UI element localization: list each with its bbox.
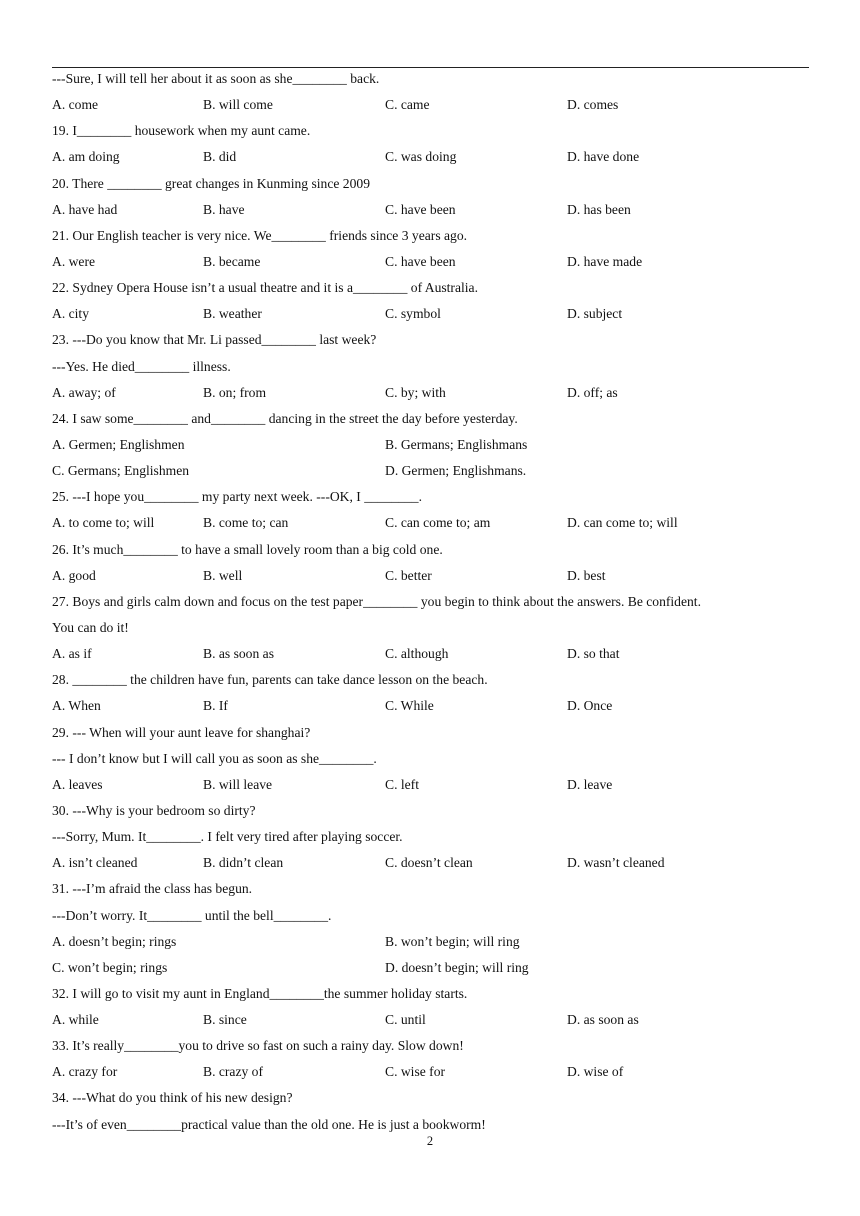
question-line: 32. I will go to visit my aunt in England________the summer holiday starts.	[52, 985, 468, 1001]
answer-option: B. have	[203, 201, 245, 217]
answer-options-row	[52, 147, 812, 173]
answer-option: C. until	[385, 1012, 426, 1028]
question-line: --- I don’t know but I will call you as soon as she________.	[52, 750, 377, 766]
question-line: ---Sorry, Mum. It________. I felt very tired after playing soccer.	[52, 829, 403, 845]
answer-option: A. were	[52, 253, 96, 269]
answer-option: D. wasn’t cleaned	[567, 855, 665, 871]
answer-option: D. have done	[567, 149, 640, 165]
answer-option: D. best	[567, 567, 606, 583]
answer-option: B. Germans; Englishmans	[385, 436, 528, 452]
question-line: 33. It’s really________you to drive so fast on such a rainy day. Slow down!	[52, 1038, 464, 1054]
answer-option: C. wise for	[385, 1064, 446, 1080]
question-line: 25. ---I hope you________ my party next week. ---OK, I ________.	[52, 489, 422, 505]
answer-options-row	[52, 383, 812, 409]
answer-option: C. better	[385, 567, 432, 583]
question-line: 20. There ________ great changes in Kunming since 2009	[52, 175, 370, 191]
answer-option: C. doesn’t clean	[385, 855, 473, 871]
answer-option: B. won’t begin; will ring	[385, 933, 520, 949]
answer-option: D. has been	[567, 201, 631, 217]
answer-option: A. leaves	[52, 776, 103, 792]
answer-option: D. subject	[567, 306, 623, 322]
question-line: 21. Our English teacher is very nice. We________ friends since 3 years ago.	[52, 227, 468, 243]
answer-option: B. will leave	[203, 776, 273, 792]
answer-option: C. have been	[385, 201, 456, 217]
answer-option: C. Germans; Englishmen	[52, 463, 190, 479]
answer-option: A. good	[52, 567, 96, 583]
answer-options-row	[52, 1062, 812, 1088]
question-line: 30. ---Why is your bedroom so dirty?	[52, 802, 256, 818]
answer-options-row	[52, 566, 812, 592]
answer-option: D. off; as	[567, 384, 618, 400]
answer-option: B. If	[203, 698, 228, 714]
answer-option: B. will come	[203, 97, 273, 113]
answer-options-row	[52, 853, 812, 879]
answer-options-row	[52, 435, 812, 461]
answer-options-row	[52, 304, 812, 330]
answer-option: B. weather	[203, 306, 262, 322]
answer-option: D. Once	[567, 698, 613, 714]
answer-option: D. leave	[567, 776, 613, 792]
answer-options-row	[52, 200, 812, 226]
answer-option: C. won’t begin; rings	[52, 959, 168, 975]
answer-option: A. city	[52, 306, 89, 322]
answer-options-row	[52, 932, 812, 958]
answer-option: D. wise of	[567, 1064, 624, 1080]
question-line: 26. It’s much________ to have a small lovely room than a big cold one.	[52, 541, 443, 557]
answer-option: A. am doing	[52, 149, 120, 165]
answer-option: D. comes	[567, 97, 619, 113]
answer-option: B. come to; can	[203, 515, 289, 531]
answer-option: D. Germen; Englishmans.	[385, 463, 527, 479]
answer-options-row	[52, 461, 812, 487]
question-line: 34. ---What do you think of his new design?	[52, 1090, 293, 1106]
answer-option: A. When	[52, 698, 101, 714]
answer-option: D. can come to; will	[567, 515, 678, 531]
answer-option: A. isn’t cleaned	[52, 855, 138, 871]
question-line: You can do it!	[52, 619, 129, 635]
answer-options-row	[52, 775, 812, 801]
answer-options-row	[52, 644, 812, 670]
answer-options-row	[52, 95, 812, 121]
answer-option: B. didn’t clean	[203, 855, 284, 871]
answer-option: C. was doing	[385, 149, 457, 165]
question-line: ---Don’t worry. It________ until the bell________.	[52, 907, 332, 923]
question-line: ---Sure, I will tell her about it as soon as she________ back.	[52, 71, 380, 86]
question-list	[52, 69, 812, 1141]
answer-option: A. doesn’t begin; rings	[52, 933, 177, 949]
question-line: 31. ---I’m afraid the class has begun.	[52, 881, 253, 897]
answer-options-row	[52, 696, 812, 722]
answer-option: A. come	[52, 97, 99, 113]
answer-option: B. on; from	[203, 384, 267, 400]
answer-options-row	[52, 958, 812, 984]
header-rule	[52, 67, 809, 68]
answer-option: B. as soon as	[203, 646, 274, 662]
answer-option: B. crazy of	[203, 1064, 264, 1080]
answer-option: D. so that	[567, 646, 620, 662]
answer-option: C. came	[385, 97, 430, 113]
question-line: 24. I saw some________ and________ dancing in the street the day before yesterday.	[52, 410, 518, 426]
answer-option: A. Germen; Englishmen	[52, 436, 185, 452]
answer-option: A. to come to; will	[52, 515, 155, 531]
answer-option: A. have had	[52, 201, 118, 217]
answer-option: D. have made	[567, 253, 643, 269]
question-line: 27. Boys and girls calm down and focus on the test paper________ you begin to think about the answers. Be confident.	[52, 593, 701, 609]
answer-option: B. became	[203, 253, 261, 269]
answer-options-row	[52, 513, 812, 539]
answer-option: C. While	[385, 698, 434, 714]
answer-option: C. by; with	[385, 384, 446, 400]
question-line: 22. Sydney Opera House isn’t a usual theatre and it is a________ of Australia.	[52, 280, 478, 296]
answer-option: D. doesn’t begin; will ring	[385, 959, 529, 975]
answer-option: C. have been	[385, 253, 456, 269]
question-line: ---It’s of even________practical value than the old one. He is just a bookworm!	[52, 1116, 486, 1132]
answer-options-row	[52, 252, 812, 278]
answer-option: C. left	[385, 776, 419, 792]
question-line: 19. I________ housework when my aunt came.	[52, 123, 311, 139]
answer-option: C. can come to; am	[385, 515, 491, 531]
question-line: 23. ---Do you know that Mr. Li passed________ last week?	[52, 332, 377, 348]
answer-option: A. while	[52, 1012, 99, 1028]
question-line: ---Yes. He died________ illness.	[52, 358, 231, 374]
question-line: 29. --- When will your aunt leave for shanghai?	[52, 724, 311, 740]
answer-options-row	[52, 1010, 812, 1036]
answer-option: A. as if	[52, 646, 92, 662]
answer-option: A. crazy for	[52, 1064, 118, 1080]
answer-option: B. did	[203, 149, 237, 165]
answer-option: D. as soon as	[567, 1012, 639, 1028]
answer-option: B. since	[203, 1012, 247, 1028]
page-number: 2	[426, 1134, 434, 1148]
answer-option: B. well	[203, 567, 243, 583]
question-line: 28. ________ the children have fun, parents can take dance lesson on the beach.	[52, 672, 488, 688]
answer-option: C. symbol	[385, 306, 441, 322]
answer-option: C. although	[385, 646, 449, 662]
answer-option: A. away; of	[52, 384, 116, 400]
